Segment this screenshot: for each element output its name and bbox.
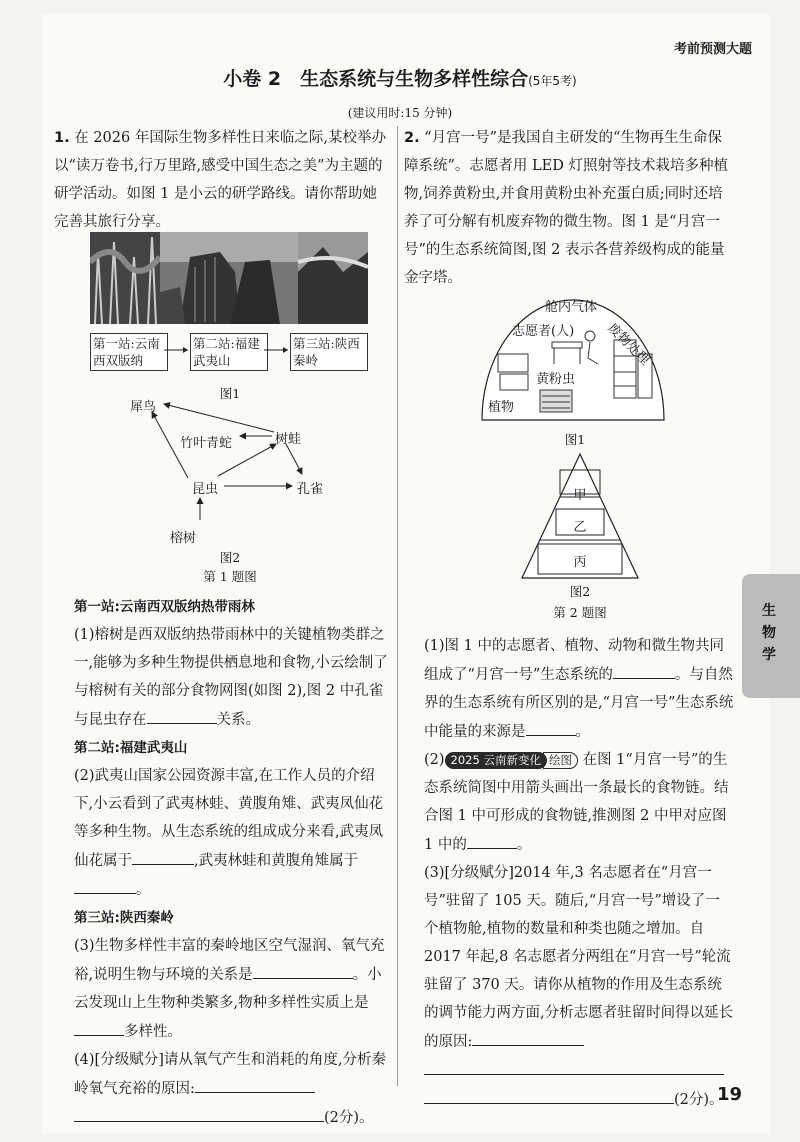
- q1-fig1-label: 图1: [219, 386, 241, 401]
- dome-label-volunteer: 志愿者(人): [512, 324, 575, 339]
- q2-blank-5[interactable]: [424, 1056, 724, 1075]
- photo-qinling: [298, 232, 368, 324]
- q2-blank-4[interactable]: [472, 1027, 584, 1046]
- q2-p2-end: 。: [516, 837, 532, 853]
- subject-side-tab: [742, 574, 800, 698]
- q2-p3-text: (3)[分级赋分]2014 年,3 名志愿者在“月宫一号”驻留了 105 天。随后,“月宫一号”增设了一个植物舱,植物的数量和种类也随之增加。自 2017 年起,8 名志愿者分两组在“月宫一号”轮流驻留了 370 天。请你从植物的作用及生态系统的调节能力两方面,分析志愿者驻留时间得以延长的原因:: [424, 865, 734, 1050]
- q1-p3-end: 多样性。: [124, 1024, 182, 1040]
- drawing-badge: 绘图: [543, 752, 578, 769]
- web-node-peacock: 孔雀: [297, 482, 324, 497]
- header-tag: 考前预测大题: [673, 42, 752, 57]
- photo-wuyi-mountain: [160, 232, 298, 324]
- q1-blank-1[interactable]: [147, 705, 217, 724]
- q2-blank-2[interactable]: [526, 717, 576, 736]
- column-divider: [397, 126, 398, 1086]
- q1-station-2: 第二站:福建武夷山: [74, 740, 188, 756]
- q2-blank-6[interactable]: [424, 1085, 674, 1104]
- q1-intro: [54, 124, 390, 236]
- q1-blank-6[interactable]: [195, 1074, 315, 1093]
- pyramid-level-jia: 甲: [573, 488, 587, 503]
- dome-label-plant: 植物: [488, 400, 515, 415]
- q1-figure-title: 第 1 题图: [203, 569, 257, 584]
- dome-label-waste: 废物处理: [604, 320, 652, 369]
- q1-p3-text: (3)生物多样性丰富的秦岭地区空气湿润、氧气充裕,说明生物与环境的关系是: [74, 938, 385, 983]
- pyramid-level-yi: 乙: [573, 520, 587, 535]
- page-number: 19: [716, 1084, 742, 1105]
- food-web-arrows: [100, 390, 340, 540]
- fig1-caption-2: 第二站:福建武夷山: [190, 333, 268, 371]
- side-tab-label: 生物学: [762, 603, 776, 663]
- q1-p4-end: (2分)。: [324, 1110, 374, 1126]
- q2-intro: [404, 124, 734, 292]
- q2-intro-text: “月宫一号”是我国自主研发的“生物再生生命保障系统”。志愿者用 LED 灯照射等技术栽培多种植物,饲养黄粉虫,并食用黄粉虫补充蛋白质;同时还培养了可分解有机废弃物的微生物。图 1 是“月宫一号”的生态系统简图,图 2 表示各营养级构成的能量金字塔。: [404, 130, 728, 286]
- web-node-snake: 竹叶青蛇: [180, 436, 233, 451]
- q2-figure-title: 第 2 题图: [553, 605, 607, 620]
- photo-rainforest: [90, 232, 160, 324]
- title-sub: (5年5考): [528, 74, 577, 88]
- q2-blank-3[interactable]: [467, 830, 517, 849]
- web-node-insect: 昆虫: [192, 482, 219, 497]
- web-node-hornbill: 犀鸟: [130, 400, 157, 415]
- web-node-banyan: 榕树: [170, 531, 197, 546]
- q1-station-1: 第一站:云南西双版纳热带雨林: [74, 599, 255, 615]
- time-hint: (建议用时:15 分钟): [347, 106, 453, 120]
- q2-p2-prefix: (2): [424, 752, 445, 768]
- q2-p1-text: (1)图 1 中的志愿者、植物、动物和微生物共同组成了“月宫一号”生态系统的: [424, 638, 724, 683]
- q2-body: [424, 632, 734, 1114]
- q2-blank-1[interactable]: [613, 660, 675, 679]
- pyramid-level-bing: 丙: [573, 555, 587, 570]
- q1-number: 1.: [54, 130, 70, 146]
- q1-intro-text: 在 2026 年国际生物多样性日来临之际,某校举办以“读万卷书,行万里路,感受中国生态之美”为主题的研学活动。如图 1 是小云的研学路线。请你帮助她完善其旅行分享。: [54, 130, 386, 230]
- q1-blank-5[interactable]: [74, 1017, 124, 1036]
- q1-fig2-label: 图2: [219, 550, 241, 565]
- q1-blank-4[interactable]: [253, 960, 353, 979]
- route-arrows: [162, 340, 292, 360]
- q2-p1-end: 。: [575, 724, 590, 740]
- q1-blank-3[interactable]: [74, 875, 136, 894]
- q2-p2-text: 在图 1“月宫一号”的生态系统简图中用箭头画出一条最长的食物链。结合图 1 中可形成的食物链,推测图 2 中甲对应图 1 中的: [424, 752, 729, 853]
- title-main: 小卷 2 生态系统与生物多样性综合: [223, 68, 529, 90]
- web-node-treefrog: 树蛙: [275, 432, 302, 447]
- q1-p2-mid: ,武夷林蛙和黄腹角雉属于: [194, 853, 359, 869]
- page-title: [0, 64, 800, 91]
- new-change-badge: 2025 云南新变化: [445, 752, 547, 769]
- fig1-caption-3: 第三站:陕西秦岭: [290, 333, 368, 371]
- q2-fig1-label: 图1: [564, 432, 586, 447]
- q1-p1-end: 关系。: [216, 712, 260, 728]
- q1-body: [74, 593, 390, 1132]
- q1-p2-end: 。: [136, 882, 151, 898]
- q1-p4-text: (4)[分级赋分]请从氧气产生和消耗的角度,分析秦岭氧气充裕的原因:: [74, 1052, 386, 1097]
- dome-label-gas: 舱内气体: [545, 300, 598, 315]
- q1-p1-text: (1)榕树是西双版纳热带雨林中的关键植物类群之一,能够为多种生物提供栖息地和食物,小云绘制了与榕树有关的部分食物网图(如图 2),图 2 中孔雀与昆虫存在: [74, 627, 388, 728]
- q2-p3-end: (2分)。: [674, 1092, 724, 1108]
- q2-p1-mid: 。与自然界的生态系统有所区别的是,“月宫一号”生态系统中能量的来源是: [424, 667, 734, 740]
- q1-p3-mid: 。小云发现山上生物种类繁多,物种多样性实质上是: [74, 967, 382, 1011]
- q2-number: 2.: [404, 130, 420, 146]
- q1-p2-text: (2)武夷山国家公园资源丰富,在工作人员的介绍下,小云看到了武夷林蛙、黄腹角雉、武夷凤仙花等多种生物。从生态系统的组成成分来看,武夷凤仙花属于: [74, 768, 384, 869]
- q1-station-3: 第三站:陕西秦岭: [74, 910, 174, 926]
- q1-blank-7[interactable]: [74, 1103, 324, 1122]
- q2-fig2-label: 图2: [569, 584, 591, 599]
- dome-label-mealworm: 黄粉虫: [536, 372, 576, 387]
- fig1-caption-1: 第一站:云南西双版纳: [90, 333, 168, 371]
- q1-blank-2[interactable]: [132, 846, 194, 865]
